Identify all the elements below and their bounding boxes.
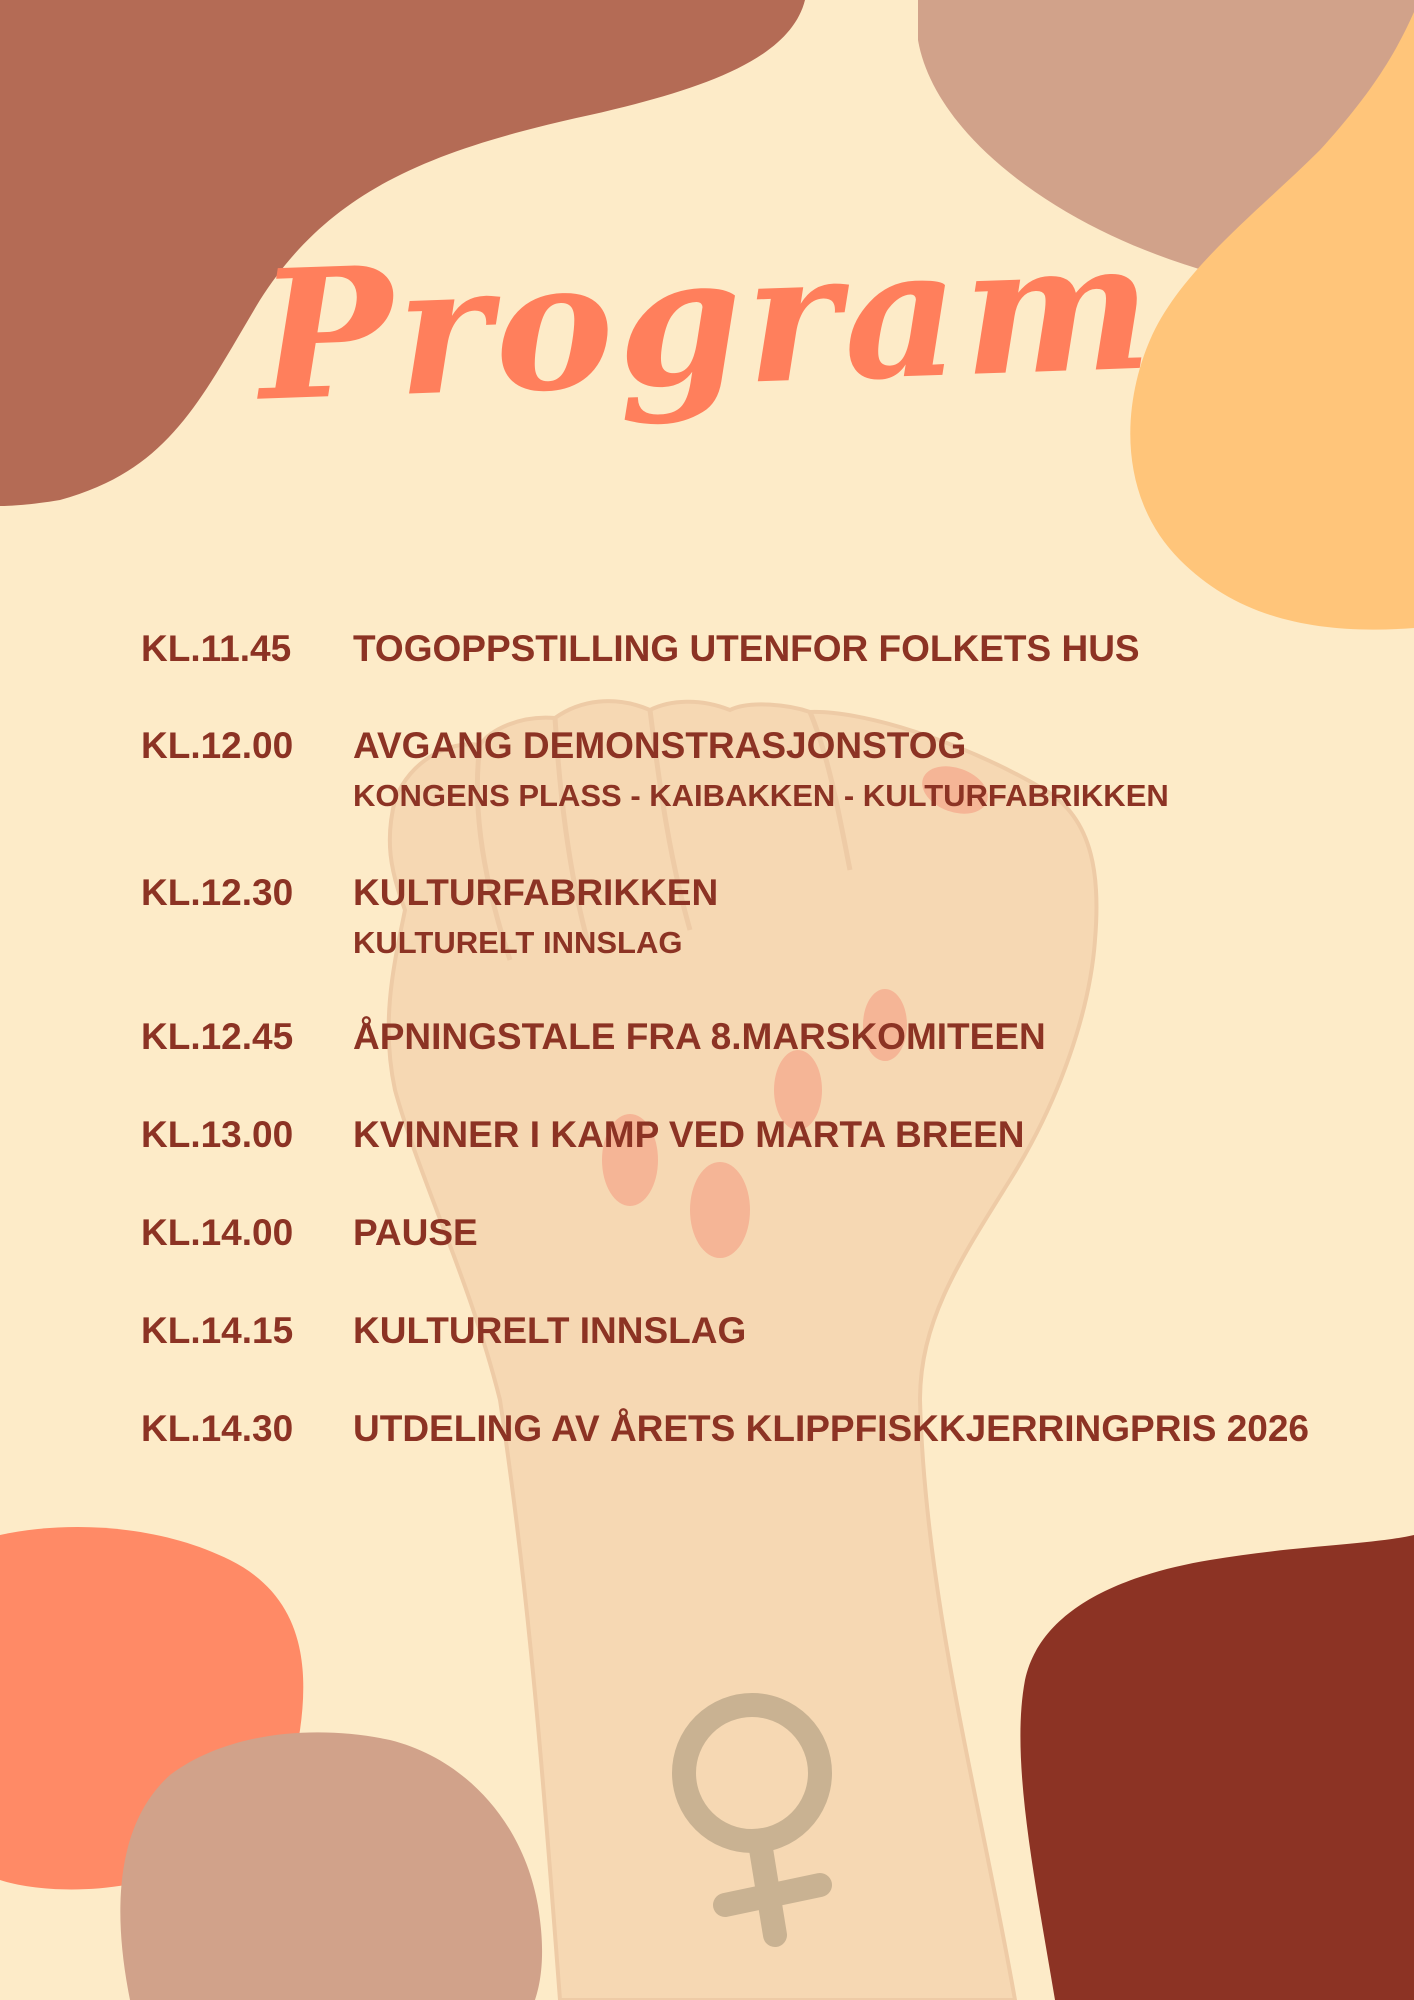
schedule-subtitle: KONGENS PLASS - KAIBAKKEN - KULTURFABRIKKEN [353,778,1169,813]
blob-bottom-right-maroon [1020,1535,1414,2000]
schedule-row [141,866,1381,1010]
schedule-time: KL.14.15 [141,1310,294,1351]
blob-bottom-left-rose [120,1732,542,2000]
schedule-title: KVINNER I KAMP VED MARTA BREEN [353,1114,1025,1155]
schedule-row [141,1402,1381,1500]
schedule-time: KL.14.00 [141,1212,294,1253]
schedule-row [141,1108,1381,1206]
schedule-title: TOGOPPSTILLING UTENFOR FOLKETS HUS [353,628,1140,669]
page-title: Program [255,200,1159,441]
schedule-title: AVGANG DEMONSTRASJONSTOG [353,725,967,766]
schedule-time: KL.11.45 [141,628,292,669]
schedule-title: KULTURFABRIKKEN [353,872,719,913]
schedule-row [141,622,1381,719]
schedule-title: KULTURELT INNSLAG [353,1310,747,1351]
schedule-title: PAUSE [353,1212,478,1253]
schedule-time: KL.12.00 [141,725,294,766]
schedule-row [141,1206,1381,1304]
program-schedule [141,622,1381,1500]
schedule-row [141,1010,1381,1108]
schedule-time: KL.12.45 [141,1016,294,1057]
schedule-row [141,719,1381,866]
schedule-time: KL.14.30 [141,1408,294,1449]
schedule-subtitle: KULTURELT INNSLAG [353,925,683,960]
schedule-row [141,1304,1381,1402]
schedule-time: KL.13.00 [141,1114,294,1155]
schedule-title: UTDELING AV ÅRETS KLIPPFISKKJERRINGPRIS 2026 [353,1408,1310,1449]
schedule-time: KL.12.30 [141,872,294,913]
schedule-title: ÅPNINGSTALE FRA 8.MARSKOMITEEN [353,1016,1046,1057]
